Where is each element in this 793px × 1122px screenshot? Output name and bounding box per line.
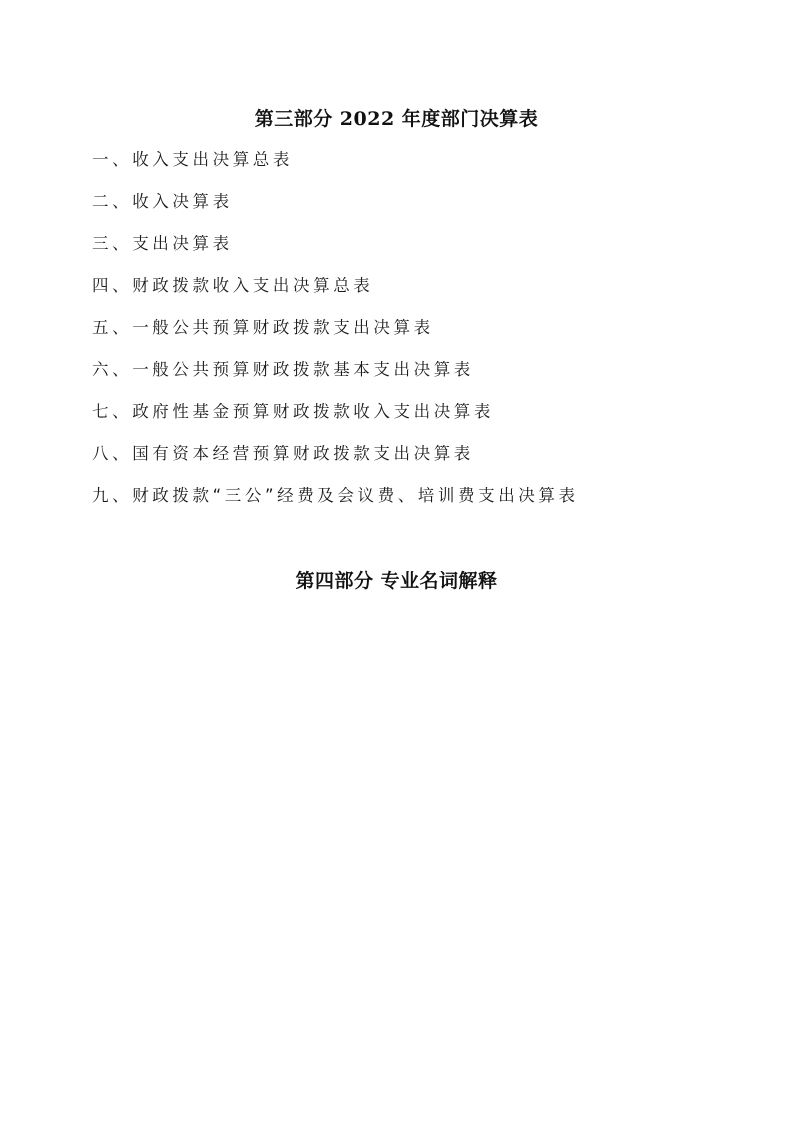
part4-title: 第四部分 专业名词解释: [295, 570, 498, 592]
toc-item-9: 九、财政拨款“三公”经费及会议费、培训费支出决算表: [92, 486, 579, 505]
toc-item-4: 四、财政拨款收入支出决算总表: [92, 276, 374, 295]
toc-item-8: 八、国有资本经营预算财政拨款支出决算表: [92, 444, 474, 463]
toc-item-3: 三、支出决算表: [92, 234, 233, 253]
toc-item-5: 五、一般公共预算财政拨款支出决算表: [92, 318, 434, 337]
toc-item-1: 一、收入支出决算总表: [92, 150, 293, 169]
toc-item-7: 七、政府性基金预算财政拨款收入支出决算表: [92, 402, 494, 421]
toc-item-6: 六、一般公共预算财政拨款基本支出决算表: [92, 360, 474, 379]
toc-item-2: 二、收入决算表: [92, 192, 233, 211]
toc-list: [92, 148, 579, 526]
part3-title: 第三部分 2022 年度部门决算表: [254, 108, 539, 130]
